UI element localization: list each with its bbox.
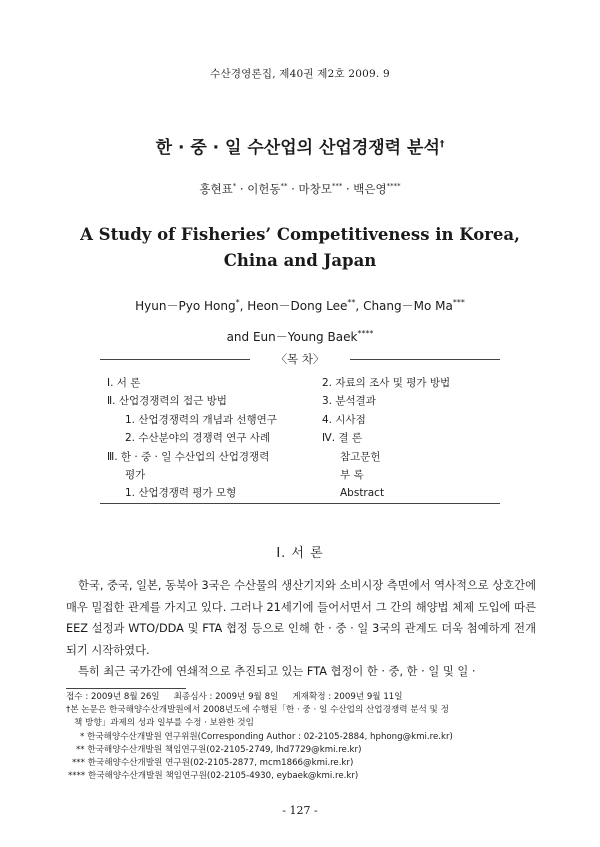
footnote-rule bbox=[66, 688, 186, 689]
footnote-author: *** 한국해양수산개발원 연구원(02-2105-2877, mcm1866@kmi.re.kr) bbox=[72, 758, 354, 769]
author-name: 백은영 bbox=[353, 182, 387, 196]
title-ko-text: 한 · 중 · 일 수산업의 산업경쟁력 분석 bbox=[155, 138, 440, 158]
author-separator: · bbox=[236, 182, 248, 196]
toc-heading-label: 〈목 차〉 bbox=[275, 352, 325, 366]
accepted-date: 게재확정 : 2009년 9월 11일 bbox=[292, 692, 403, 702]
author-separator: , bbox=[355, 299, 364, 313]
author-mark: ** bbox=[347, 298, 356, 307]
footnote-author: **** 한국해양수산개발원 책임연구원(02-2105-4930, eybaek@kmi.re.kr) bbox=[68, 771, 359, 782]
received-date: 접수 : 2009년 8월 26일 bbox=[66, 692, 160, 702]
toc-rule-right bbox=[350, 359, 500, 360]
toc-item: Ⅲ. 한 · 중 · 일 수산업의 산업경쟁력 bbox=[107, 450, 270, 463]
author-name: Heon－Dong Lee bbox=[247, 299, 348, 313]
author-name: Hyun－Pyo Hong bbox=[135, 299, 236, 313]
toc-item: Ⅱ. 산업경쟁력의 접근 방법 bbox=[107, 395, 227, 408]
footnote-dates bbox=[66, 691, 546, 704]
footnotes bbox=[66, 691, 546, 783]
author-mark: *** bbox=[331, 182, 343, 191]
reviewed-date: 최종심사 : 2009년 9월 8일 bbox=[173, 692, 279, 702]
toc-item: 3. 분석결과 bbox=[322, 395, 376, 408]
toc-item: Ⅳ. 결 론 bbox=[322, 432, 362, 445]
author-mark: **** bbox=[357, 329, 374, 338]
title-footnote-mark: † bbox=[439, 139, 445, 150]
author-separator: · bbox=[287, 182, 299, 196]
authors-en-line2 bbox=[0, 320, 600, 351]
toc-item: Ⅰ. 서 론 bbox=[107, 377, 141, 389]
page-number: - 127 - bbox=[282, 804, 318, 817]
title-en-line: China and Japan bbox=[223, 251, 377, 270]
toc-item: 2. 수산분야의 경쟁력 연구 사례 bbox=[125, 432, 271, 445]
toc-item: 4. 시사점 bbox=[322, 413, 366, 426]
author-separator: · bbox=[342, 182, 354, 196]
body-text bbox=[66, 575, 536, 683]
author-conjunction: and bbox=[226, 330, 253, 344]
toc-bottom-rule bbox=[100, 503, 500, 504]
authors-en-line1 bbox=[0, 289, 600, 320]
toc-item: 1. 산업경쟁력의 개념과 선행연구 bbox=[125, 413, 277, 426]
toc-right-column bbox=[322, 374, 512, 503]
authors-english bbox=[0, 289, 600, 351]
author-mark: * bbox=[232, 182, 237, 191]
author-mark: ** bbox=[280, 182, 288, 191]
toc-item: 부 록 bbox=[340, 468, 364, 481]
author-mark: **** bbox=[386, 182, 401, 191]
title-en-line: A Study of Fisheries’ Competitiveness in Korea, bbox=[80, 225, 520, 244]
toc-item: 평가 bbox=[125, 468, 146, 481]
section-heading: Ⅰ. 서 론 bbox=[276, 546, 324, 561]
author-separator: , bbox=[239, 299, 248, 313]
toc-item: 2. 자료의 조사 및 평가 방법 bbox=[322, 377, 451, 389]
author-mark: * bbox=[235, 298, 240, 307]
author-name: Chang－Mo Ma bbox=[363, 299, 453, 313]
author-mark: *** bbox=[452, 298, 465, 307]
toc-heading bbox=[100, 351, 500, 367]
author-name: 홍현표 bbox=[199, 182, 233, 196]
authors-korean bbox=[0, 181, 600, 197]
author-name: 마창모 bbox=[298, 182, 332, 196]
footnote-dagger: †본 논문은 한국해양수산개발원에서 2008년도에 수행된「한 · 중 · 일 수산업의 산업경쟁력 분석 및 정 bbox=[66, 705, 449, 716]
paper-title-korean bbox=[0, 133, 600, 158]
author-name: Eun－Young Baek bbox=[252, 330, 358, 344]
paragraph: 한국, 중국, 일본, 동북아 3국은 수산물의 생산기지와 소비시장 측면에서 역사적으로 상호간에 매우 밀접한 관계를 가지고 있다. 그러나 21세기에 들어서면서 그 간의 해양법 체제 도입에 따른 EEZ 설정과 WTO/DDA 및 FTA 협정 등으로 인해 한 · 중 · 일 3국의 관계도 더욱 첨예하게 전개되기 시작하였다. bbox=[66, 579, 536, 657]
footnote-dagger-cont: 책 방향」과제의 성과 일부를 수정 · 보완한 것임 bbox=[74, 718, 254, 729]
toc-item: 참고문헌 bbox=[340, 450, 381, 463]
author-name: 이헌동 bbox=[247, 182, 281, 196]
paper-title-english bbox=[0, 222, 600, 274]
footnote-author: * 한국해양수산개발원 연구위원(Corresponding Author : 02-2105-2884, hphong@kmi.re.kr) bbox=[80, 731, 453, 742]
footnote-author: ** 한국해양수산개발원 책임연구원(02-2105-2749, lhd7729@kmi.re.kr) bbox=[76, 744, 362, 755]
toc-item: Abstract bbox=[340, 487, 385, 500]
journal-header: 수산경영론집, 제40권 제2호 2009. 9 bbox=[210, 68, 390, 80]
paragraph: 특히 최근 국가간에 연쇄적으로 추진되고 있는 FTA 협정이 한 · 중, 한 · 일 및 일 · bbox=[78, 665, 476, 678]
toc-item: 1. 산업경쟁력 평가 모형 bbox=[125, 487, 237, 500]
toc-left-column bbox=[107, 374, 317, 503]
